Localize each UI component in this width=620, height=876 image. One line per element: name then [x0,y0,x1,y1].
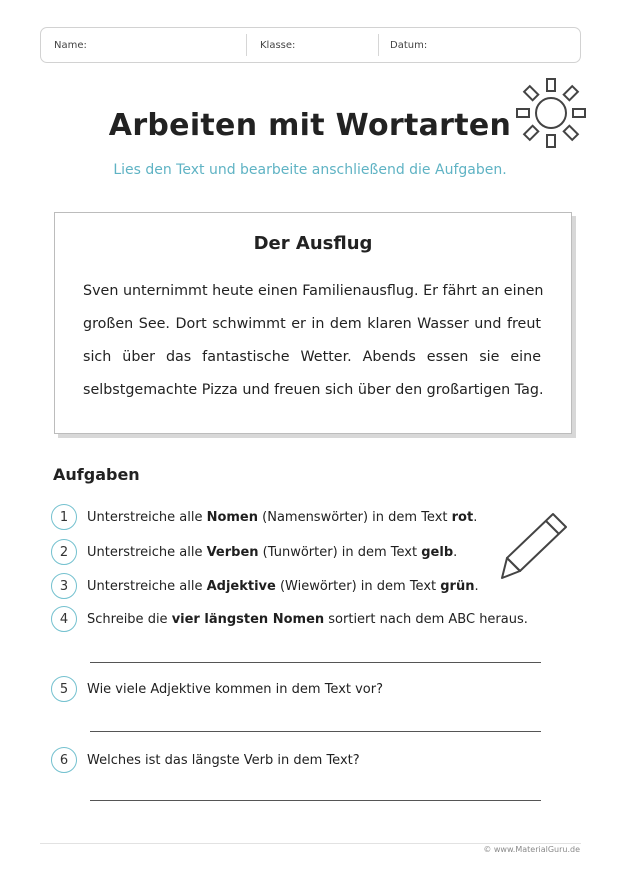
task-text [87,545,457,560]
task-text-part: Schreibe die [87,611,172,627]
story-line: Sven unternimmt heute einen Familienausflug. Er fährt an einen [83,283,544,299]
task-number-circle: 3 [51,573,77,599]
task-number-circle: 4 [51,606,77,632]
class-field-label: Klasse: [260,39,296,51]
task-text-part: Unterstreiche alle [87,509,207,525]
story-box [54,212,572,434]
task-item-1 [51,503,477,531]
task-text [87,510,477,525]
answer-line-5[interactable] [90,731,541,732]
date-field-label: Datum: [390,39,428,51]
header-divider [378,34,379,56]
task-item-6 [51,746,360,774]
answer-line-6[interactable] [90,800,541,801]
task-item-5 [51,675,383,703]
story-line: selbstgemachte Pizza und freuen sich über den großartigen Tag. [83,382,544,398]
answer-line-4[interactable] [90,662,541,663]
footer-copyright: © www.MaterialGuru.de [483,845,580,854]
task-text-part: Unterstreiche alle [87,578,207,594]
task-item-3 [51,572,479,600]
task-text-bold: grün [440,578,475,594]
task-text: Welches ist das längste Verb in dem Text? [87,752,360,768]
story-title: Der Ausflug [253,233,373,254]
header-divider [246,34,247,56]
task-text [87,612,528,627]
task-item-4 [51,605,528,633]
story-line: sich über das fantastische Wetter. Abends essen sie eine [83,349,541,365]
task-text-bold: rot [451,509,474,525]
task-number-circle: 5 [51,676,77,702]
tasks-heading: Aufgaben [53,465,140,484]
task-item-2 [51,538,457,566]
pencil-icon [498,508,572,582]
task-text-part: Unterstreiche alle [87,544,207,560]
task-text-part: . [474,578,479,594]
task-text: Wie viele Adjektive kommen in dem Text vor? [87,681,384,697]
task-text-bold: Adjektive [206,578,276,594]
task-text-part: (Namenswörter) in dem Text [258,509,452,525]
header-fields [40,27,581,63]
task-text-bold: vier längsten Nomen [171,611,325,627]
task-text-part: sortiert nach dem ABC heraus. [324,611,528,627]
task-text-part: (Tunwörter) in dem Text [258,544,422,560]
task-text-part: . [473,509,478,525]
task-text-part: (Wiewörter) in dem Text [275,578,441,594]
task-number-circle: 1 [51,504,77,530]
name-field-label: Name: [54,39,87,51]
page-title: Arbeiten mit Wortarten [108,108,512,143]
task-text-bold: gelb [421,544,454,560]
story-line: großen See. Dort schwimmt er in dem klaren Wasser und freut [83,316,541,332]
task-number-circle: 2 [51,539,77,565]
footer-divider [40,843,581,844]
task-text-part: . [453,544,458,560]
task-text [87,579,479,594]
task-text-bold: Verben [206,544,259,560]
page-subtitle: Lies den Text und bearbeite anschließend die Aufgaben. [113,162,507,178]
task-number-circle: 6 [51,747,77,773]
task-text-bold: Nomen [206,509,259,525]
